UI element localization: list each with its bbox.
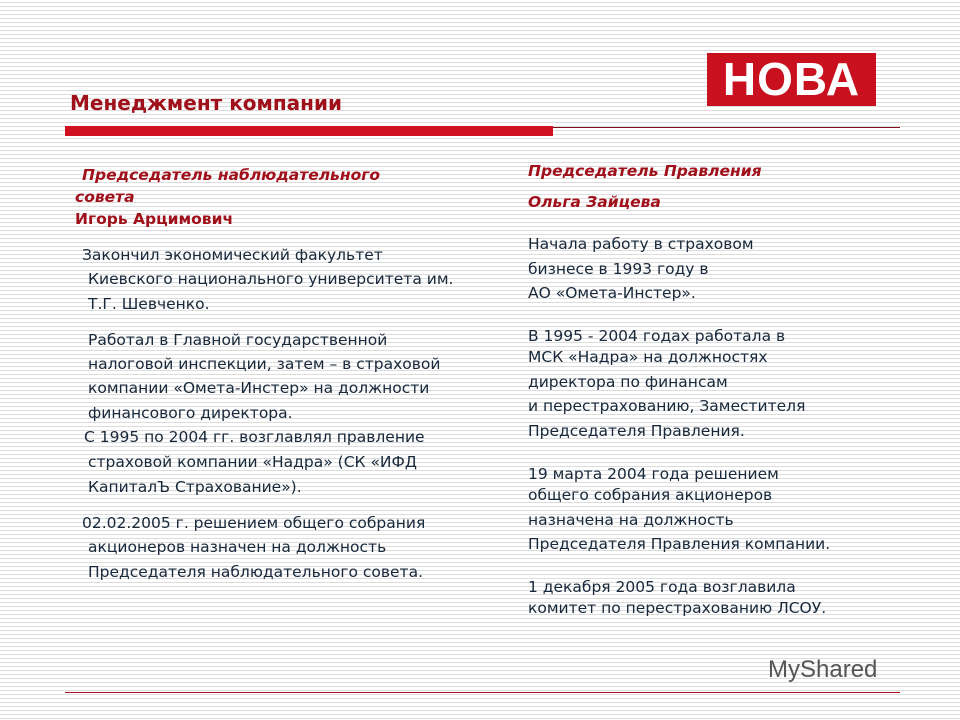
left-text-line: Киевского национального университета им. bbox=[88, 270, 454, 288]
right-text-line: назначена на должность bbox=[528, 511, 734, 529]
right-text-line: 1 декабря 2005 года возглавила bbox=[528, 578, 796, 596]
right-text-line: МСК «Надра» на должностях bbox=[528, 348, 768, 366]
right-text-line: Председателя Правления компании. bbox=[528, 535, 831, 553]
left-heading: совета bbox=[75, 188, 135, 206]
right-text-line: В 1995 - 2004 годах работала в bbox=[528, 327, 786, 345]
left-heading: Председатель наблюдательного bbox=[82, 166, 380, 184]
left-text-line: налоговой инспекции, затем – в страховой bbox=[88, 355, 441, 373]
left-text-line: страховой компании «Надра» (СК «ИФД bbox=[88, 453, 417, 471]
left-text-line: Работал в Главной государственной bbox=[88, 331, 388, 349]
left-text-line: 02.02.2005 г. решением общего собрания bbox=[82, 514, 426, 532]
right-heading: Председатель Правления bbox=[528, 162, 762, 180]
left-text-line: Председателя наблюдательного совета. bbox=[88, 563, 424, 581]
right-name: Ольга Зайцева bbox=[528, 193, 661, 211]
title-bar bbox=[65, 126, 553, 136]
myshared-watermark: MyShared bbox=[768, 656, 878, 683]
right-text-line: директора по финансам bbox=[528, 373, 728, 391]
bottom-rule bbox=[65, 692, 900, 693]
right-text-line: общего собрания акционеров bbox=[528, 486, 773, 504]
left-text-line: акционеров назначен на должность bbox=[88, 538, 387, 556]
left-text-line: КапиталЪ Страхование»). bbox=[88, 478, 302, 496]
left-name: Игорь Арцимович bbox=[75, 210, 234, 228]
left-text-line: Закончил экономический факультет bbox=[82, 246, 383, 264]
right-text-line: и перестрахованию, Заместителя bbox=[528, 397, 806, 415]
nova-logo: НОВА bbox=[707, 53, 876, 106]
title-rule bbox=[553, 127, 900, 128]
right-text-line: Председателя Правления. bbox=[528, 422, 745, 440]
left-text-line: С 1995 по 2004 гг. возглавлял правление bbox=[84, 428, 425, 446]
right-text-line: Начала работу в страховом bbox=[528, 235, 754, 253]
right-text-line: АО «Омета-Инстер». bbox=[528, 284, 696, 302]
left-text-line: Т.Г. Шевченко. bbox=[88, 295, 210, 313]
right-text-line: бизнесе в 1993 году в bbox=[528, 260, 709, 278]
page-title: Менеджмент компании bbox=[70, 91, 343, 115]
right-text-line: комитет по перестрахованию ЛСОУ. bbox=[528, 599, 827, 617]
right-text-line: 19 марта 2004 года решением bbox=[528, 465, 779, 483]
left-text-line: компании «Омета-Инстер» на должности bbox=[88, 379, 430, 397]
left-text-line: финансового директора. bbox=[88, 404, 293, 422]
